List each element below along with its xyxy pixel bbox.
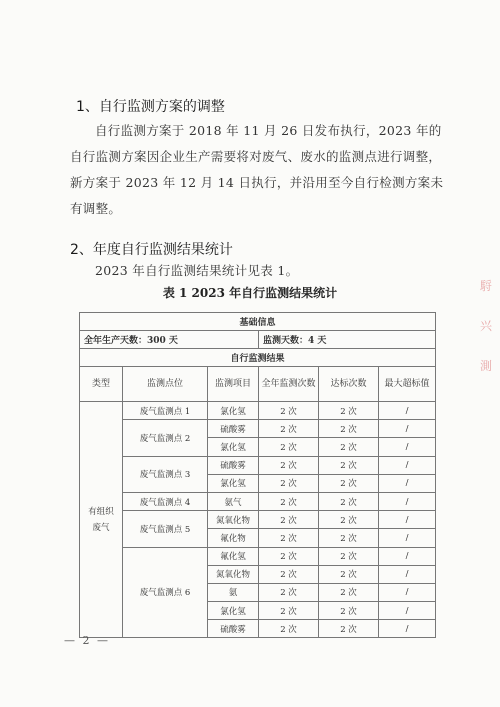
point-cell: 废气监测点 4 xyxy=(123,492,208,510)
compliant-cell: 2 次 xyxy=(319,583,379,601)
section-1-paragraph: 自行监测方案于 2018 年 11 月 26 日发布执行，2023 年的自行监测方案因企业生产需要将对废气、废水的监测点进行调整，新方案于 2023 年 12 月 14 日执行，并沿用至今自行检测方案未有调整。 xyxy=(70,123,444,216)
max-exceed-cell: / xyxy=(379,583,436,601)
section-1-heading: 1、自行监测方案的调整 xyxy=(76,99,225,115)
max-exceed-cell: / xyxy=(379,402,436,420)
item-cell: 硫酸雾 xyxy=(208,420,259,438)
production-days: 全年生产天数：300 天 xyxy=(80,331,259,349)
results-header: 自行监测结果 xyxy=(80,349,436,367)
compliant-cell: 2 次 xyxy=(319,602,379,620)
item-cell: 硫酸雾 xyxy=(208,620,259,638)
page-number: — 2 — xyxy=(64,634,110,647)
compliant-cell: 2 次 xyxy=(319,402,379,420)
col-header-count: 全年监测次数 xyxy=(259,367,319,402)
count-cell: 2 次 xyxy=(259,583,319,601)
compliant-cell: 2 次 xyxy=(319,511,379,529)
count-cell: 2 次 xyxy=(259,511,319,529)
item-cell: 氯化氢 xyxy=(208,602,259,620)
count-cell: 2 次 xyxy=(259,620,319,638)
max-exceed-cell: / xyxy=(379,438,436,456)
table-row xyxy=(80,492,436,510)
point-cell: 废气监测点 3 xyxy=(123,456,208,492)
item-cell: 氯化氢 xyxy=(208,402,259,420)
table-row xyxy=(80,402,436,420)
basic-info-header: 基础信息 xyxy=(80,313,436,331)
item-cell: 氯化氢 xyxy=(208,474,259,492)
monitoring-results-table xyxy=(79,312,436,638)
col-header-type: 类型 xyxy=(80,367,123,402)
compliant-cell: 2 次 xyxy=(319,492,379,510)
stamp-mark: 䮑 兴 測 xyxy=(480,279,493,373)
count-cell: 2 次 xyxy=(259,492,319,510)
compliant-cell: 2 次 xyxy=(319,474,379,492)
col-header-item: 监测项目 xyxy=(208,367,259,402)
table-caption: 表 1 2023 年自行监测结果统计 xyxy=(162,286,338,300)
compliant-cell: 2 次 xyxy=(319,420,379,438)
compliant-cell: 2 次 xyxy=(319,438,379,456)
item-cell: 氮氧化物 xyxy=(208,565,259,583)
section-2-heading: 2、年度自行监测结果统计 xyxy=(70,242,233,258)
max-exceed-cell: / xyxy=(379,602,436,620)
count-cell: 2 次 xyxy=(259,402,319,420)
table-row xyxy=(80,511,436,529)
count-cell: 2 次 xyxy=(259,456,319,474)
item-cell: 氟化氢 xyxy=(208,547,259,565)
max-exceed-cell: / xyxy=(379,565,436,583)
compliant-cell: 2 次 xyxy=(319,456,379,474)
max-exceed-cell: / xyxy=(379,474,436,492)
item-cell: 氨 xyxy=(208,583,259,601)
item-cell: 氯化氢 xyxy=(208,438,259,456)
max-exceed-cell: / xyxy=(379,511,436,529)
max-exceed-cell: / xyxy=(379,492,436,510)
col-header-compliant: 达标次数 xyxy=(319,367,379,402)
count-cell: 2 次 xyxy=(259,529,319,547)
max-exceed-cell: / xyxy=(379,529,436,547)
max-exceed-cell: / xyxy=(379,547,436,565)
col-header-max-exceed: 最大超标值 xyxy=(379,367,436,402)
count-cell: 2 次 xyxy=(259,565,319,583)
compliant-cell: 2 次 xyxy=(319,620,379,638)
table-row xyxy=(80,547,436,565)
type-cell: 有组织废气 xyxy=(80,402,123,638)
item-cell: 氮氧化物 xyxy=(208,511,259,529)
compliant-cell: 2 次 xyxy=(319,565,379,583)
point-cell: 废气监测点 2 xyxy=(123,420,208,456)
item-cell: 氟化物 xyxy=(208,529,259,547)
max-exceed-cell: / xyxy=(379,420,436,438)
point-cell: 废气监测点 1 xyxy=(123,402,208,420)
table-row xyxy=(80,420,436,438)
item-cell: 氨气 xyxy=(208,492,259,510)
point-cell: 废气监测点 6 xyxy=(123,547,208,638)
count-cell: 2 次 xyxy=(259,547,319,565)
col-header-point: 监测点位 xyxy=(123,367,208,402)
count-cell: 2 次 xyxy=(259,474,319,492)
table-row xyxy=(80,456,436,474)
count-cell: 2 次 xyxy=(259,438,319,456)
count-cell: 2 次 xyxy=(259,420,319,438)
compliant-cell: 2 次 xyxy=(319,529,379,547)
count-cell: 2 次 xyxy=(259,602,319,620)
compliant-cell: 2 次 xyxy=(319,547,379,565)
section-2-paragraph: 2023 年自行监测结果统计见表 1。 xyxy=(95,263,299,278)
point-cell: 废气监测点 5 xyxy=(123,511,208,547)
max-exceed-cell: / xyxy=(379,456,436,474)
monitoring-days: 监测天数：4 天 xyxy=(259,331,436,349)
max-exceed-cell: / xyxy=(379,620,436,638)
item-cell: 硫酸雾 xyxy=(208,456,259,474)
